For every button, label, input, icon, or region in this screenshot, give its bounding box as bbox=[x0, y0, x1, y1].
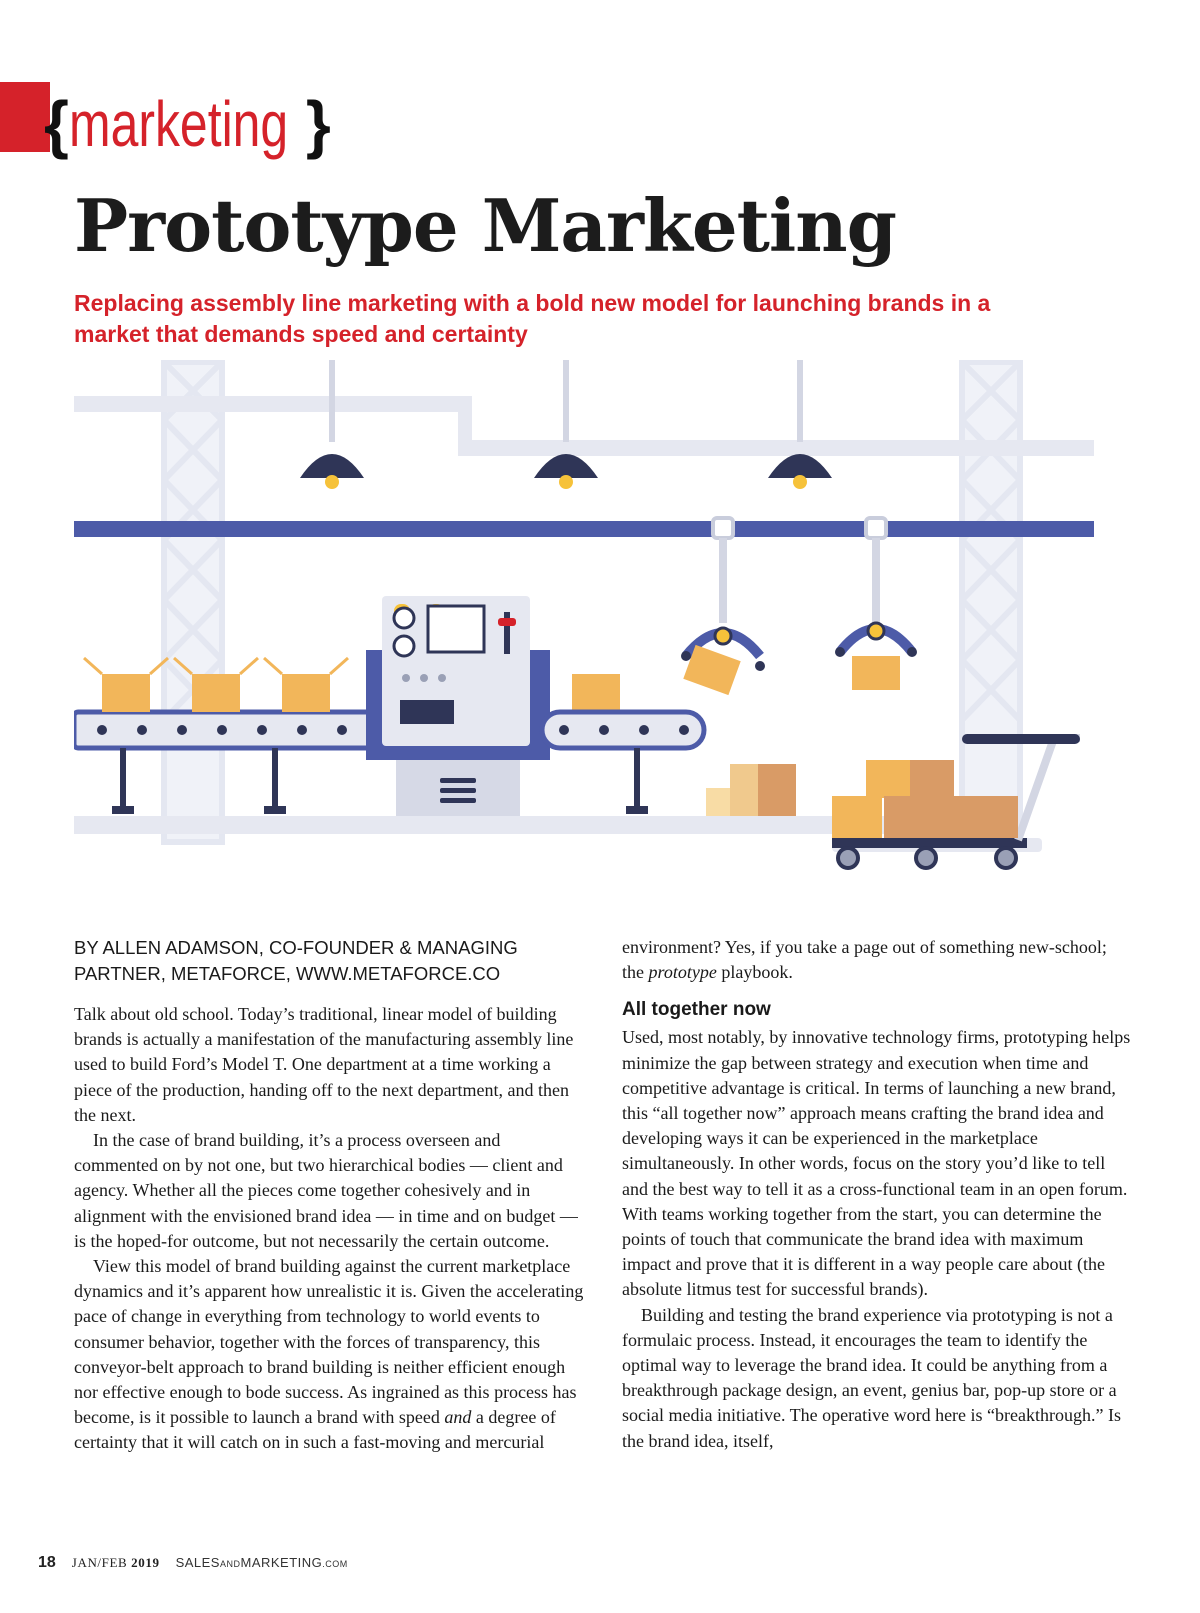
paragraph bbox=[74, 1254, 586, 1456]
issue-date bbox=[72, 1555, 160, 1571]
floor-boxes bbox=[706, 764, 796, 816]
section-tag-close-brace: } bbox=[305, 88, 331, 160]
section-tag bbox=[44, 84, 331, 164]
paragraph bbox=[622, 935, 1132, 985]
site-part: SALES bbox=[175, 1555, 220, 1570]
subhead: All together now bbox=[622, 999, 771, 1021]
machine bbox=[366, 596, 550, 816]
right-column bbox=[622, 935, 1132, 1454]
page-number: 18 bbox=[38, 1554, 56, 1571]
deck: Replacing assembly line marketing with a bold new model for launching brands in a market that demands speed and certainty bbox=[74, 290, 991, 347]
overhead-rail bbox=[74, 521, 1094, 537]
section-tag-open-brace: { bbox=[44, 88, 69, 160]
left-column bbox=[74, 935, 586, 1456]
page-footer bbox=[38, 1554, 348, 1572]
site-part: .COM bbox=[322, 1559, 348, 1569]
site-part: AND bbox=[219, 1559, 241, 1569]
issue-month: JAN/FEB bbox=[71, 1555, 128, 1570]
paragraph-part: a degree of certainty that it will catch on in such a fast-moving and mercurial bbox=[74, 1407, 556, 1453]
assembly-line-illustration bbox=[74, 360, 1136, 910]
paragraph-part: environment? Yes, if you take a page out of something new-school; the bbox=[622, 937, 1107, 983]
site-part: MARKETING bbox=[240, 1555, 323, 1570]
conveyor-right bbox=[542, 712, 704, 814]
paragraph: In the case of brand building, it’s a process overseen and commented on by not one, but two hierarchical bodies — client and agency. Whether all the pieces come together cohesively and in alignment with the envisioned brand idea — in time and on budget — is the hoped-for outcome, but not necessarily the certain outcome. bbox=[74, 1130, 578, 1251]
robot-arm-2 bbox=[835, 518, 917, 690]
scaffold-right bbox=[962, 362, 1020, 842]
paragraph-part: View this model of brand building against the current marketplace dynamics and it’s apparent how unrealistic it is. Given the accelerating pace of change in everything from technology to world events to consumer behavior, together with the forces of transparency, this conveyor-belt approach to brand building is neither efficient enough nor effective enough to bode success. As ingrained as this process has become, is it possible to launch a brand with speed bbox=[74, 1256, 584, 1428]
headline: Prototype Marketing bbox=[74, 183, 896, 268]
ceiling-lamps bbox=[300, 360, 832, 489]
byline: BY ALLEN ADAMSON, CO-FOUNDER & MANAGING PARTNER, METAFORCE, WWW.METAFORCE.CO bbox=[74, 937, 518, 984]
site-name bbox=[176, 1555, 348, 1570]
paragraph-part: playbook. bbox=[716, 962, 793, 983]
paragraph-emphasis: and bbox=[444, 1407, 472, 1428]
section-tag-word: marketing bbox=[68, 88, 289, 160]
paragraph-emphasis: prototype bbox=[648, 962, 717, 983]
section-tag-block bbox=[0, 82, 50, 152]
paragraph: Talk about old school. Today’s traditional, linear model of building brands is actually a manifestation of the manufacturing assembly line used to build Ford’s Model T. One department at a time working a piece of the production, handing off to the next department, and then the next. bbox=[74, 1004, 574, 1125]
issue-year: 2019 bbox=[131, 1555, 160, 1570]
scaffold-left bbox=[164, 362, 222, 842]
overhead-duct bbox=[74, 396, 1094, 456]
paragraph: Building and testing the brand experience via prototyping is not a formulaic process. Instead, it encourages the team to identify the optimal way to leverage the brand idea. It could be anything from a breakthrough package design, an event, genius bar, pop-up store or a social media initiative. The operative word here is “breakthrough.” Is the brand idea, itself, bbox=[622, 1304, 1121, 1451]
robot-arm-1 bbox=[681, 518, 765, 695]
paragraph: Used, most notably, by innovative technology firms, prototyping helps minimize the gap between strategy and execution when time and competitive advantage is critical. In terms of launching a new brand, this “all together now” approach means crafting the brand idea and developing ways it can be experienced in the marketplace simultaneously. In other words, focus on the story you’d like to tell and the best way to tell it as a cross-functional team in an open forum. With teams working together from the start, you can determine the points of touch that communicate the brand idea with maximum impact and prove that it is different in a way people care about (the absolute litmus test for successful brands). bbox=[622, 1027, 1131, 1300]
hand-cart bbox=[832, 734, 1080, 868]
